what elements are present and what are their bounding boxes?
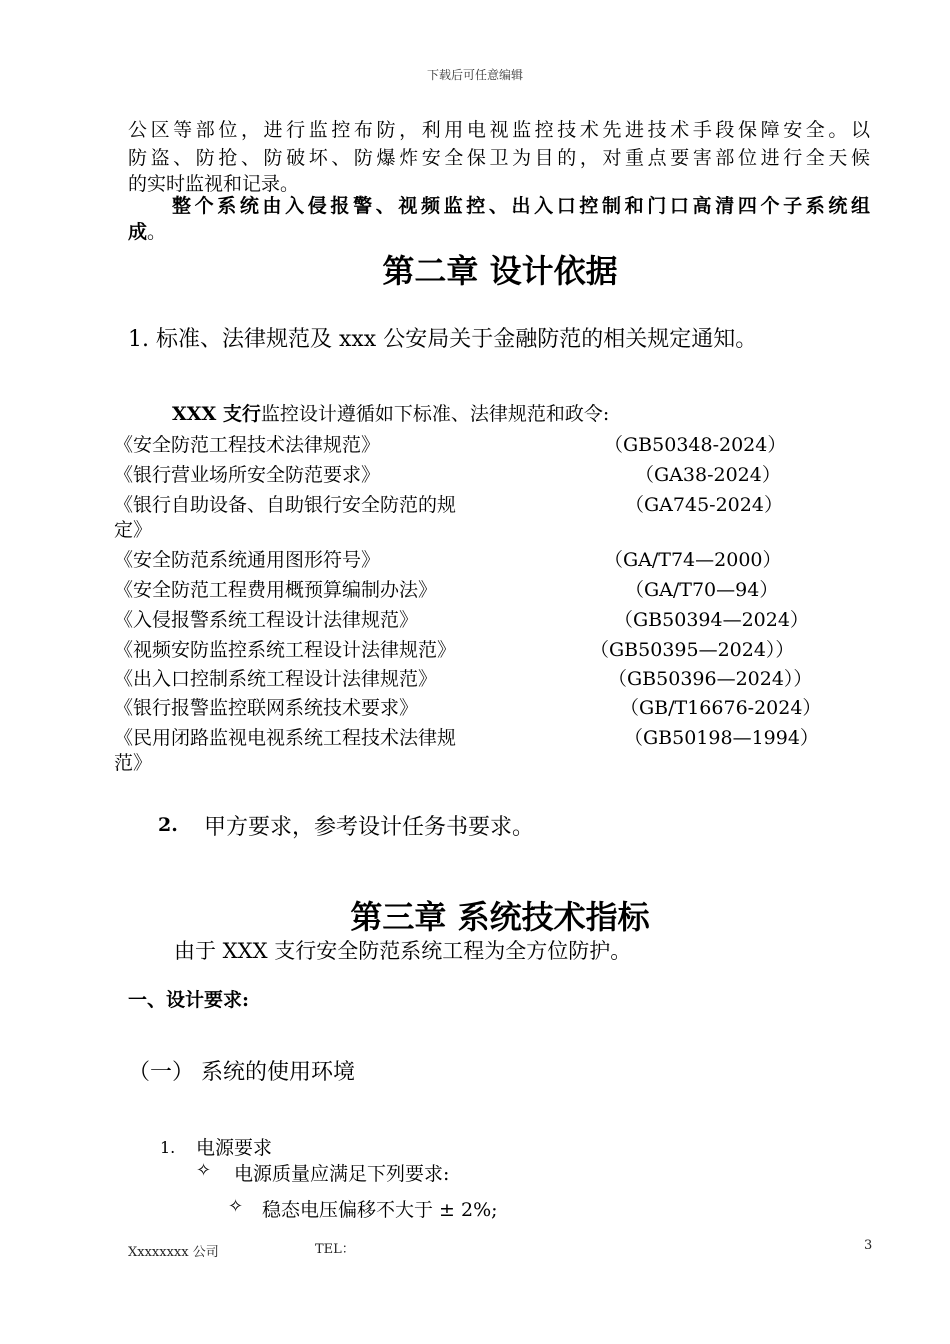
lead-bold: XXX 支行: [172, 403, 261, 425]
standard-name-cont: 范》: [114, 752, 153, 774]
standard-name: 《银行营业场所安全防范要求》: [114, 464, 381, 486]
power-item-text: 电源要求: [196, 1137, 273, 1159]
standard-code: （GB50198—1994）: [624, 727, 819, 749]
header-note: 下载后可任意编辑: [426, 68, 523, 82]
chapter3-intro: 由于 XXX 支行安全防范系统工程为全方位防护。: [174, 939, 632, 963]
chapter2-item2-number: 2.: [158, 814, 178, 836]
intro-line-3: 的实时监视和记录。: [128, 173, 300, 195]
standard-code: （GB50396—2024））: [608, 668, 813, 690]
standard-code: （GB50395—2024））: [590, 639, 795, 661]
chapter2-item2-text: 甲方要求，参考设计任务书要求。: [204, 815, 535, 840]
standard-name: 《视频安防监控系统工程设计法律规范》: [114, 639, 457, 661]
standard-code: （GA/T70—94）: [625, 579, 779, 601]
standard-code: （GA745-2024）: [625, 494, 783, 516]
standard-name-cont: 定》: [114, 519, 153, 541]
chapter3-subsection: （一） 系统的使用环境: [128, 1060, 355, 1085]
standard-name: 《安全防范工程费用概预算编制办法》: [114, 579, 438, 601]
standard-name: 《出入口控制系统工程设计法律规范》: [114, 668, 438, 690]
chapter2-title: 第二章 设计依据: [382, 252, 618, 290]
standard-code: （GB50394—2024）: [614, 609, 809, 631]
chapter3-section1: 一、设计要求:: [128, 989, 250, 1011]
standard-name: 《银行报警监控联网系统技术要求》: [114, 697, 419, 719]
diamond-bullet-icon: ✧: [228, 1196, 244, 1217]
chapter3-title: 第三章 系统技术指标: [350, 898, 650, 936]
lead-rest: 监控设计遵循如下标准、法律规范和政令:: [260, 403, 610, 425]
chapter2-lead: [172, 400, 609, 428]
intro-line-1: 公区等部位，进行监控布防，利用电视监控技术先进技术手段保障安全。以: [128, 119, 870, 141]
power-item-number: 1.: [160, 1138, 176, 1157]
chapter2-item1: 1. 标准、法律规范及 xxx 公安局关于金融防范的相关规定通知。: [128, 327, 758, 352]
bullet-power-quality: 电源质量应满足下列要求:: [234, 1163, 450, 1185]
footer-company: Xxxxxxxx 公司: [128, 1245, 219, 1260]
standard-code: （GB50348-2024）: [604, 434, 787, 456]
standard-name: 《民用闭路监视电视系统工程技术法律规: [114, 727, 457, 749]
standard-code: （GA38-2024）: [635, 464, 781, 486]
footer-tel: TEL：: [315, 1242, 355, 1257]
intro-bold-word: 成: [128, 221, 148, 243]
intro-bold-line-1: 整个系统由入侵报警、视频监控、出入口控制和门口高清四个子系统组: [172, 195, 870, 217]
intro-line-2: 防盗、防抢、防破坏、防爆炸安全保卫为目的，对重点要害部位进行全天候: [128, 147, 870, 169]
standard-name: 《安全防范系统通用图形符号》: [114, 549, 381, 571]
intro-bold-line-2: [128, 218, 166, 246]
intro-bold-tail: 。: [147, 221, 167, 243]
standard-code: （GB/T16676-2024）: [620, 697, 822, 719]
standard-name: 《安全防范工程技术法律规范》: [114, 434, 381, 456]
standard-name: 《入侵报警系统工程设计法律规范》: [114, 609, 419, 631]
standard-name: 《银行自助设备、自助银行安全防范的规: [114, 494, 457, 516]
standard-code: （GA/T74—2000）: [604, 549, 782, 571]
footer-page-number: 3: [864, 1238, 873, 1253]
bullet-voltage: 稳态电压偏移不大于 ± 2%;: [262, 1199, 498, 1221]
diamond-bullet-icon: ✧: [196, 1160, 212, 1181]
